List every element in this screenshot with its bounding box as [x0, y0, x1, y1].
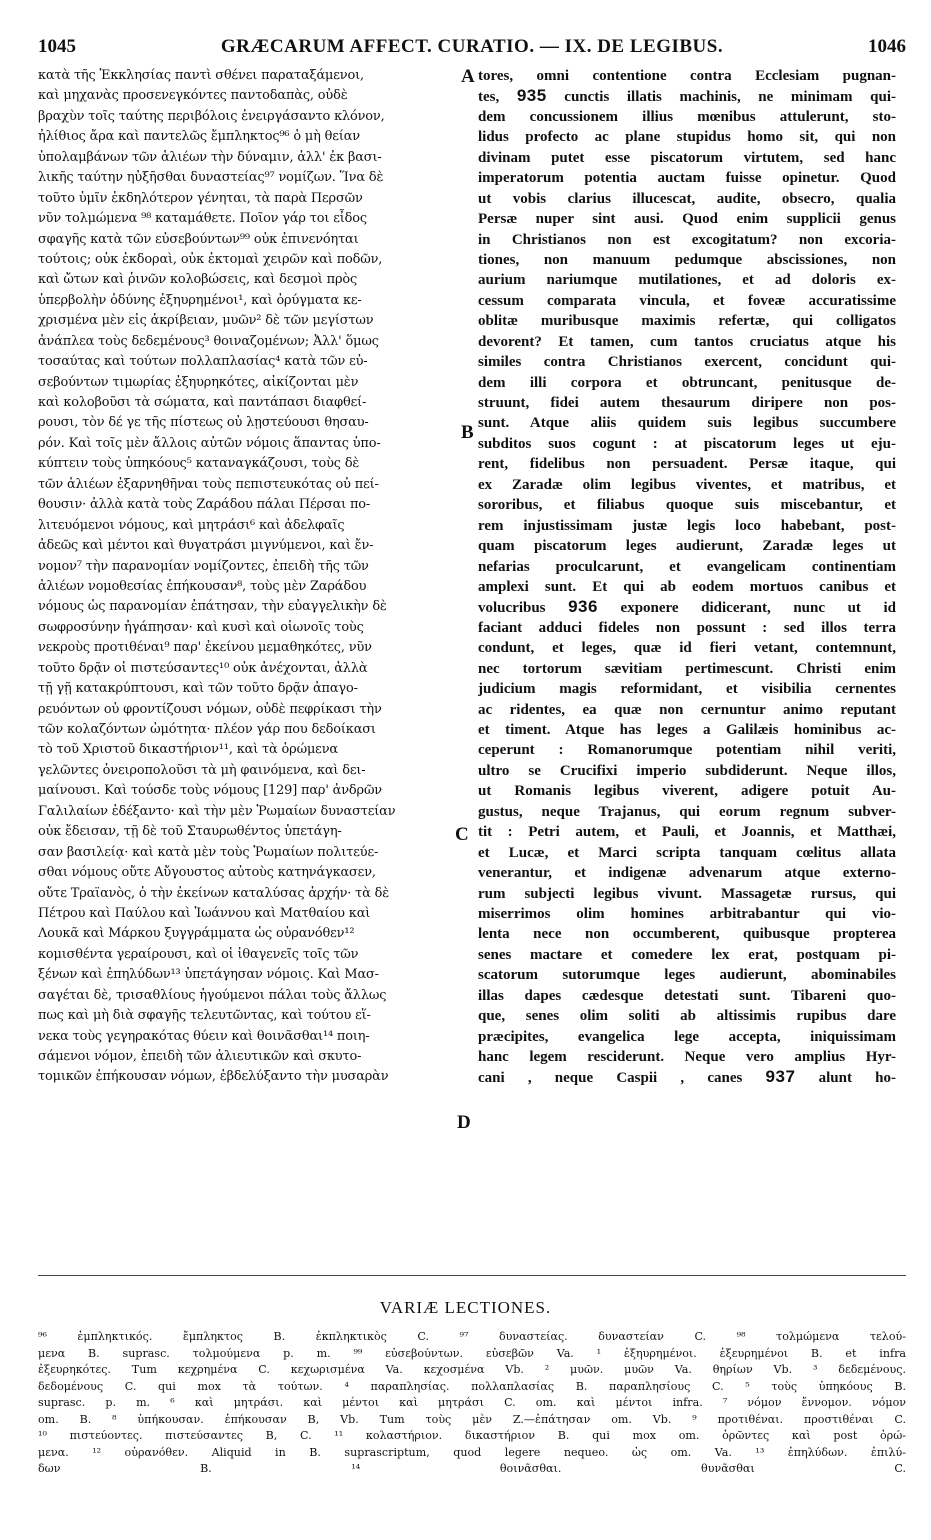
latin-line: ultro se Crucifixi imperio subdiderunt. Neque illos,: [478, 762, 896, 779]
greek-line: χρισμένα μὲν εἰς ἀκρίβειαν, μυῶν² δὲ τῶν μεγίστων: [38, 313, 374, 329]
section-marker-c: C: [455, 824, 469, 845]
column-page-number: 936: [568, 597, 598, 617]
greek-line: ἠλίθιος ἄρα καὶ παντελῶς ἔμπληκτος⁹⁶ ὁ μὴ θείαν: [38, 129, 360, 145]
greek-line: ρουσι, τὸν δέ γε τῆς πίστεως οὐ λῃστεύουσι θησαυ-: [38, 415, 369, 431]
greek-line: καὶ ὤτων καὶ ῥινῶν κολοβώσεις, καὶ δεσμοὶ πρὸς: [38, 272, 358, 288]
greek-line: ξένων καὶ ἐπηλύδων¹³ ὑπετάγησαν νόμοις. Καὶ Μασ-: [38, 967, 379, 983]
text-fragment: tes,: [478, 89, 517, 106]
variant-note-line: ¹⁰ πιστεύοντες. πιστεύσαντες B, C. ¹¹ κολαστήριον. δικαστήριον B. qui mox om. ὁρῶντες καὶ post ὁρώ-: [38, 1429, 906, 1442]
greek-line: ἀνάπλεα τοὺς δεδεμένους³ θοιναζομένων; Ἀλλ' ὅμως: [38, 333, 379, 349]
footnote-divider: [38, 1275, 906, 1276]
variant-note-line: ἐξευρηκότες. Tum κεχρημένα C. κεχωρισμένα Va. κεχοσμένα Vb. ² μυῶν. μυῶν Va. θηρίων Vb. ³ δεδεμένους.: [38, 1363, 906, 1376]
latin-line: rent, fidelibus non persuadent. Persæ itaque, qui: [478, 456, 896, 473]
variant-note-line: om. B. ⁸ ὑπήκουσαν. ἐπήκουσαν B, Vb. Tum τοὺς μὲν Z.—ἐπάτησαν om. Vb. ⁹ προτιθέναι. προστιθέναι C.: [38, 1412, 906, 1426]
variae-lectiones-notes: [38, 1329, 906, 1478]
latin-line: gustus, neque Trajanus, qui eorum regnum subver-: [478, 803, 896, 820]
greek-line: μαίνουσι. Καὶ τούσδε τοὺς νόμους [129] παρ' ἀνδρῶν: [38, 783, 382, 799]
latin-line: devorent? Et tamen, cum tantos cruciatus atque his: [478, 333, 896, 350]
greek-line: Λουκᾶ καὶ Μάρκου ξυγγράμματα ὡς οὐρανόθεν¹²: [38, 926, 355, 942]
greek-line: νῦν τολμώμενα ⁹⁸ καταμάθετε. Ποῖον γάρ τοι εἶδος: [38, 211, 367, 227]
latin-line: struunt, fidei autem thesaurum diripere non pos-: [478, 395, 896, 411]
greek-line: τῶν κολαζόντων ὠμότητα· πλέον γάρ που δεδοίκασι: [38, 722, 376, 737]
latin-text-column: [478, 66, 896, 1261]
latin-line: amplexi sunt. Et qui ab eodem mortuos canibus et: [478, 578, 896, 595]
latin-line: ceperunt : Romanorumque potentiam nihil veriti,: [478, 742, 896, 759]
text-fragment: alunt ho-: [795, 1070, 896, 1087]
greek-line: τομικῶν ἐπήκουσαν νόμων, ἐβδελύξαντο τὴν μυσαρὰν: [38, 1069, 389, 1085]
greek-line: σάμενοι νόμον, ἐπειδὴ τῶν ἁλιευτικῶν καὶ σκυτο-: [38, 1049, 362, 1064]
greek-line: ὑπολαμβάνων τῶν ἁλιέων τὴν δύναμιν, ἀλλ' ἐκ βασι-: [38, 149, 382, 165]
section-marker-b: B: [461, 422, 474, 443]
latin-line: illas dapes cædesque detestati sunt. Tibareni quo-: [478, 987, 896, 1004]
greek-line: οὐκ ἔδεισαν, τῇ δὲ τοῦ Σταυρωθέντος ὑπετάγη-: [38, 824, 342, 840]
latin-line: ut Romanis legibus viverent, adigere potuit Au-: [478, 783, 896, 800]
greek-line: σαν βασιλείᾳ· καὶ κατὰ μὲν τοὺς Ῥωμαίων πολιτεύε-: [38, 844, 379, 860]
greek-line: γελῶντες ὀνειροπολοῦσι τὰ μὴ φαινόμενα, καὶ δει-: [38, 762, 366, 778]
latin-line: aurium nariumque mutilationes, et ad doloris ex-: [478, 272, 896, 289]
greek-line: τούτοις; οὐκ ἐκδοραὶ, οὐκ ἐκτομαὶ χειρῶν καὶ ποδῶν,: [38, 251, 383, 267]
latin-line: tiones, non manuum pedumque abscissiones, non: [478, 251, 896, 268]
greek-line: σαγέται δὲ, τρισαθλίους ἡγούμενοι πάλαι τοὺς ἄλλως: [38, 987, 387, 1003]
greek-line: κομισθέντα γεραίρουσι, καὶ οἱ ἰθαγενεῖς τοῖς τῶν: [38, 946, 359, 962]
latin-line: miserrimos olim homines arbitrabantur qui vio-: [478, 905, 896, 922]
latin-line: cessum comparata vincula, et foveæ accuratissime: [478, 292, 896, 309]
greek-line: τῶν ἁλιέων ἐξαρνηθῆναι τοὺς πεπιστευκότας οὐ πεί-: [38, 476, 379, 492]
text-fragment: exponere didicerant, nunc ut id: [597, 600, 896, 617]
latin-line: imperatorum potentia auctam fuisse opinetur. Quod: [478, 170, 896, 187]
latin-line: que, senes olim soliti ab altissimis rupibus dare: [478, 1008, 896, 1025]
variant-note-line: suprasc. p. m. ⁶ καὶ μητράσι. καὶ μέντοι καὶ μητράσι C. om. καὶ μέντοι infra. ⁷ νόμον ἔννομον. νόμον: [38, 1396, 906, 1409]
greek-line: θουσιν· ἀλλὰ κατὰ τοὺς Ζαράδου πάλαι Πέρσαι πο-: [38, 497, 371, 513]
latin-line: scatorum sutorumque leges audierunt, abominabiles: [478, 967, 896, 984]
variant-note-line: δεδομένους C. qui mox τὰ τούτων. ⁴ παραπλησίας. πολλαπλασίας B. παραπλησίους C. ⁵ τοὺς ὑπηκόους B.: [38, 1379, 906, 1393]
greek-line: καὶ μηχανὰς προσενεγκόντες παντοδαπὰς, οὐδὲ: [38, 88, 348, 104]
greek-line: λικῆς ταύτην ηὐξῆσθαι δυναστείας⁹⁷ νομίζων. Ἵνα δὲ: [38, 170, 384, 186]
latin-line: ex Zaradæ olim legibus viventes, et matribus, et: [478, 476, 896, 493]
greek-line: οὔτε Τραϊανὸς, ὁ τὴν ἐκείνων καταλύσας ἀρχήν· τὰ δὲ: [38, 885, 390, 901]
latin-line: subditos suos cogunt : at piscatorum leges ut eju-: [478, 435, 896, 452]
greek-line: σφαγῆς κατὰ τῶν εὐσεβούντων⁹⁹ οὐκ ἐπινενόηται: [38, 231, 359, 247]
variant-note-line: δων B. ¹⁴ θοινᾶσθαι. θυνᾶσθαι C.: [38, 1462, 906, 1475]
greek-line: νόμους ὡς παρανομίαν ἐπάτησαν, τὴν εὐαγγελικὴν δὲ: [38, 599, 387, 615]
greek-line: τῇ γῇ κατακρύπτουσι, καὶ τῶν τοῦτο δρᾷν ἀπαγο-: [38, 681, 358, 697]
greek-line: νεκα τοὺς γεγηρακότας θύειν καὶ θοινᾶσθαι¹⁴ ποιη-: [38, 1028, 370, 1044]
latin-line: tit : Petri autem, et Pauli, et Joannis, et Matthæi,: [478, 824, 896, 841]
greek-line: ὑπερβολὴν ὀδύνης ἐξηυρημένοι¹, καὶ ὀρύγματα κε-: [38, 292, 362, 308]
latin-line: tores, omni contentione contra Ecclesiam pugnan-: [478, 68, 896, 84]
greek-line: ρευόντων οὐ φροντίζουσι νόμων, οὐδὲ πεφρίκασι τὴν: [38, 701, 382, 717]
latin-line: sororibus, et filiabus quoque suis miscebantur, et: [478, 497, 896, 514]
section-marker-d: D: [457, 1112, 471, 1133]
latin-line: et timent. Atque has leges a Galilæis hominibus ac-: [478, 722, 896, 738]
latin-line: sunt. Atque aliis quidem suis legibus succumbere: [478, 415, 896, 432]
greek-line: ἁλιέων νομοθεσίας ἐπήκουσαν⁸, τοὺς μὲν Ζαράδου: [38, 578, 367, 594]
running-title: GRÆCARUM AFFECT. CURATIO. — IX. DE LEGIBUS.: [220, 36, 724, 57]
greek-line: σθαι νόμους οὔτε Αὔγουστος αὐτοὺς κατηνάγκασεν,: [38, 865, 376, 881]
latin-line: judicium magis reformidant, et visibilia cernentes: [478, 681, 896, 698]
greek-line: νεκροὺς προτιθέναι⁹ παρ' ἐκείνου μεμαθηκότες, νῦν: [38, 640, 372, 656]
greek-line: τοῦτο ὑμῖν ἐκδηλότερον γένηται, τὰ παρὰ Περσῶν: [38, 190, 363, 206]
latin-line: rem injustissimam justæ legis loco habebant, post-: [478, 517, 896, 534]
page-number-right: 1046: [868, 36, 906, 57]
latin-line: ut vobis clarius illucescat, audite, obsecro, qualia: [478, 190, 896, 207]
greek-line: τοῦτο δρᾷν οἱ πιστεύσαντες¹⁰ οὐκ ἀνέχονται, ἀλλὰ: [38, 660, 368, 676]
latin-line: in Christianos non est excogitatum? non excoria-: [478, 231, 896, 248]
page-number-left: 1045: [38, 36, 76, 57]
greek-line: σεβούντων τιμωρίας ἐξηυρηκότες, αἰκίζονται μὲν: [38, 374, 359, 390]
text-fragment: cunctis illatis machinis, ne minimam qui-: [546, 89, 896, 106]
variant-note-line: ⁹⁶ ἐμπληκτικός. ἔμπληκτος B. ἐκπληκτικὸς C. ⁹⁷ δυναστείας. δυναστείαν C. ⁹⁸ τολμώμενα τελού-: [38, 1330, 906, 1343]
variae-lectiones-title: VARIÆ LECTIONES.: [379, 1298, 552, 1317]
latin-line: faciant adduci fideles non possunt : sed illos terra: [478, 619, 896, 636]
latin-line: nec tortorum sævitiam pertimescunt. Christi enim: [478, 660, 896, 677]
greek-text-column: [38, 66, 462, 1261]
greek-line: Γαλιλαίων ἐδέξαντο· καὶ τὴν μὲν Ῥωμαίων δυναστείαν: [38, 803, 396, 819]
variant-note-line: μενα B. suprasc. τολμούμενα p. m. ⁹⁹ εὐσεβούντων. εὐσεβῶν Va. ¹ ἐξηυρημένοι. ἐξευρημένοι B. et infra: [38, 1346, 906, 1360]
greek-line: πως καὶ μὴ διὰ σφαγῆς τελευτῶντας, καὶ τούτου εἵ-: [38, 1008, 371, 1024]
greek-line: ρόν. Καὶ τοῖς μὲν ἄλλοις αὐτῶν νόμοις ἅπαντας ὑπο-: [38, 435, 381, 451]
latin-line: nefarias proculcarunt, et evangelicam continentiam: [478, 558, 896, 575]
latin-line: dem illi corpora et obtruncant, penitusque de-: [478, 374, 896, 391]
greek-line: κατὰ τῆς Ἐκκλησίας παντὶ σθένει παραταξάμενοι,: [38, 68, 364, 83]
latin-line: rum subjecti legibus vivunt. Massagetæ rursus, qui: [478, 885, 896, 902]
latin-line: senes mactare et comedere lex erat, postquam pi-: [478, 946, 896, 963]
text-fragment: cani , neque Caspii , canes: [478, 1070, 766, 1087]
latin-line: [478, 1067, 896, 1087]
greek-line: βραχὺν τοῖς ταύτης περιβόλοις ἐνειργάσαντο κλόνον,: [38, 108, 385, 124]
greek-line: καὶ κολοβοῦσι τὰ σώματα, καὶ παντάπασι διαφθεί-: [38, 395, 367, 410]
text-fragment: volucribus: [478, 600, 569, 617]
latin-line: præcipites, evangelica lege accepta, iniquissimam: [478, 1028, 896, 1045]
greek-line: Πέτρου καὶ Παύλου καὶ Ἰωάννου καὶ Ματθαίου καὶ: [38, 905, 371, 921]
latin-line: lidus profecto ac plane stupidus homo sit, qui non: [478, 129, 896, 146]
latin-line: ac ridentes, ea quæ non cernuntur animo reputant: [478, 701, 896, 718]
latin-line: [478, 86, 896, 106]
greek-line: κύπτειν τοὺς ὑπηκόους⁵ καταναγκάζουσι, τοὺς δὲ: [38, 456, 360, 472]
latin-line: quam piscatorum leges audierunt, Zaradæ leges ut: [478, 538, 896, 555]
latin-line: venerantur, et indigenæ advenarum atque externo-: [478, 865, 896, 882]
latin-line: similes contra Christianos exercent, concidunt qui-: [478, 354, 896, 371]
latin-line: dem concussionem illius mœnibus attulerunt, sto-: [478, 108, 896, 125]
greek-line: τὸ τοῦ Χριστοῦ δικαστήριον¹¹, καὶ τὰ ὁρώμενα: [38, 742, 338, 758]
greek-line: σωφροσύνην ἠγάπησαν· καὶ κυσὶ καὶ οἰωνοῖς τοὺς: [38, 619, 364, 635]
greek-line: νομον⁷ τὴν παρανομίαν νομίζοντες, ἐπειδὴ τῆς τῶν: [38, 558, 369, 574]
section-marker-a: A: [461, 66, 475, 87]
latin-line: et Lucæ, et Marci scripta tanquam cœlitus allata: [478, 844, 896, 861]
latin-line: Persæ nuper sint ausi. Quod enim supplicii genus: [478, 211, 896, 228]
column-page-number: 935: [516, 86, 547, 106]
latin-line: [478, 597, 896, 617]
latin-line: hanc legem resciderunt. Neque vero amplius Hyr-: [478, 1049, 896, 1065]
column-page-number: 937: [765, 1067, 796, 1087]
greek-line: ἀδεῶς καὶ μέντοι καὶ θυγατράσι μιγνύμενοι, καὶ ἔν-: [38, 538, 374, 554]
latin-line: oblitæ muribusque maximis refertæ, qui colligatos: [478, 313, 896, 330]
latin-line: condunt, et leges, quæ id fieri vetant, contemnunt,: [478, 640, 896, 657]
greek-line: λιτευόμενοι νόμους, καὶ μητράσι⁶ καὶ ἀδελφαῖς: [38, 517, 345, 533]
running-header: [38, 36, 906, 66]
variant-note-line: μενα. ¹² οὐρανόθεν. Aliquid in B. suprascriptum, quod legere nequeo. ὡς om. Va. ¹³ ἐπηλύδων. ἐπιλύ-: [38, 1445, 906, 1459]
latin-line: divinam putet esse piscatorum virtutem, sed hanc: [478, 149, 896, 166]
latin-line: lenta nece non occumberent, quibusque propterea: [478, 926, 896, 943]
greek-line: τοσαύτας καὶ τούτων πολλαπλασίας⁴ κατὰ τῶν εὐ-: [38, 354, 368, 370]
